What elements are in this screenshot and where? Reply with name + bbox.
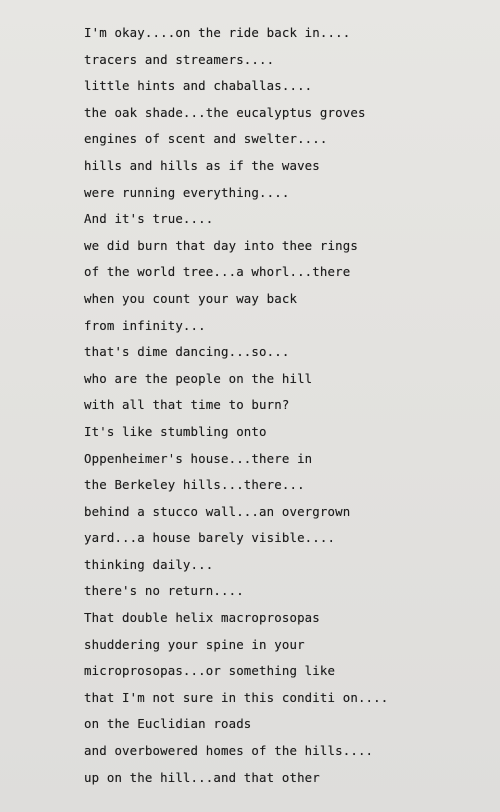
- poem-line: tracers and streamers....: [84, 51, 275, 67]
- poem-line: engines of scent and swelter....: [84, 131, 328, 147]
- poem-line: of the world tree...a whorl...there: [84, 264, 351, 280]
- poem-line: It's like stumbling onto: [84, 423, 267, 439]
- poem-line: from infinity...: [84, 317, 206, 333]
- poem-line: thinking daily...: [84, 556, 214, 572]
- poem-line: up on the hill...and that other: [84, 769, 320, 785]
- poem-line: with all that time to burn?: [84, 397, 290, 413]
- poem-line: when you count your way back: [84, 290, 298, 306]
- poem-line: there's no return....: [84, 583, 244, 599]
- poem-line: that's dime dancing...so...: [84, 344, 290, 360]
- poem-line: the Berkeley hills...there...: [84, 477, 305, 493]
- poem-line: Oppenheimer's house...there in: [84, 450, 313, 466]
- poem-line: That double helix macroprosopas: [84, 610, 320, 626]
- poem-line: shuddering your spine in your: [84, 636, 305, 652]
- poem-line: and overbowered homes of the hills....: [84, 743, 374, 759]
- poem-line: And it's true....: [84, 211, 214, 227]
- poem-line: were running everything....: [84, 184, 290, 200]
- poem-line: we did burn that day into thee rings: [84, 237, 358, 253]
- poem-line: that I'm not sure in this conditi on....: [84, 689, 389, 705]
- poem-line: hills and hills as if the waves: [84, 157, 320, 173]
- poem-line: who are the people on the hill: [84, 370, 313, 386]
- poem-line: yard...a house barely visible....: [84, 530, 336, 546]
- poem-line: on the Euclidian roads: [84, 716, 252, 732]
- poem-line: I'm okay....on the ride back in....: [84, 25, 351, 40]
- poem-line: behind a stucco wall...an overgrown: [84, 503, 351, 519]
- poem-line: little hints and chaballas....: [84, 78, 313, 94]
- poem-line: microprosopas...or something like: [84, 663, 336, 679]
- poem-text: [84, 20, 484, 791]
- poem-line: the oak shade...the eucalyptus groves: [84, 104, 366, 120]
